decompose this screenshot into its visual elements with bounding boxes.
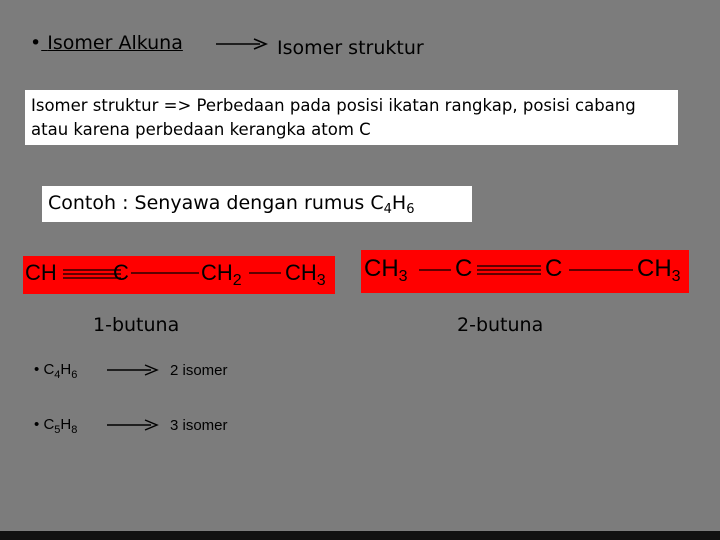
molecule-1-name: 1-butuna xyxy=(93,314,180,336)
fact-c5h8-result: 3 isomer xyxy=(170,417,228,434)
atom-3: C xyxy=(545,255,563,282)
atom-1: CH xyxy=(25,260,57,285)
topic-heading xyxy=(30,32,183,54)
bullet-dot: • xyxy=(30,32,42,54)
topic-label: Isomer Alkuna xyxy=(47,32,183,54)
triple-bond xyxy=(477,263,543,277)
example-h-label: H xyxy=(391,192,407,214)
atom-2: C xyxy=(113,260,129,285)
atom-4: $CH_3$ xyxy=(637,255,681,285)
definition-box xyxy=(25,90,678,145)
molecule-1-butuna xyxy=(23,256,335,294)
fact-1-arrow-icon xyxy=(107,364,159,376)
atom-4: $CH_3$ xyxy=(285,260,326,289)
example-box xyxy=(42,186,472,222)
fact-c5h8-formula: • $C_5H_8$ xyxy=(34,416,78,436)
example-h-count: 6 xyxy=(406,202,415,217)
fact-c4h6-formula: • $C_4H_6$ xyxy=(34,361,78,381)
fact-2-arrow-icon xyxy=(107,419,159,431)
molecule-2-butuna xyxy=(361,250,689,293)
bottom-bar xyxy=(0,531,720,540)
definition-text: Isomer struktur => Perbedaan pada posisi ikatan rangkap, posisi cabang atau karena perbedaan kerangka atom C xyxy=(31,96,636,139)
fact-c4h6-result: 2 isomer xyxy=(170,362,228,379)
example-prefix: Contoh : Senyawa dengan rumus C xyxy=(48,192,384,214)
topic-arrow-icon xyxy=(216,38,268,50)
single-bond-1 xyxy=(131,270,201,276)
molecule-2-name: 2-butuna xyxy=(457,314,544,336)
result-heading: Isomer struktur xyxy=(277,37,424,59)
atom-1: $CH_3$ xyxy=(364,255,408,285)
atom-3: $CH_2$ xyxy=(201,260,242,289)
single-bond-2 xyxy=(569,267,635,273)
single-bond-1 xyxy=(419,267,453,273)
single-bond-2 xyxy=(249,270,283,276)
atom-2: C xyxy=(455,255,473,282)
example-c-count: 4 xyxy=(383,202,392,217)
